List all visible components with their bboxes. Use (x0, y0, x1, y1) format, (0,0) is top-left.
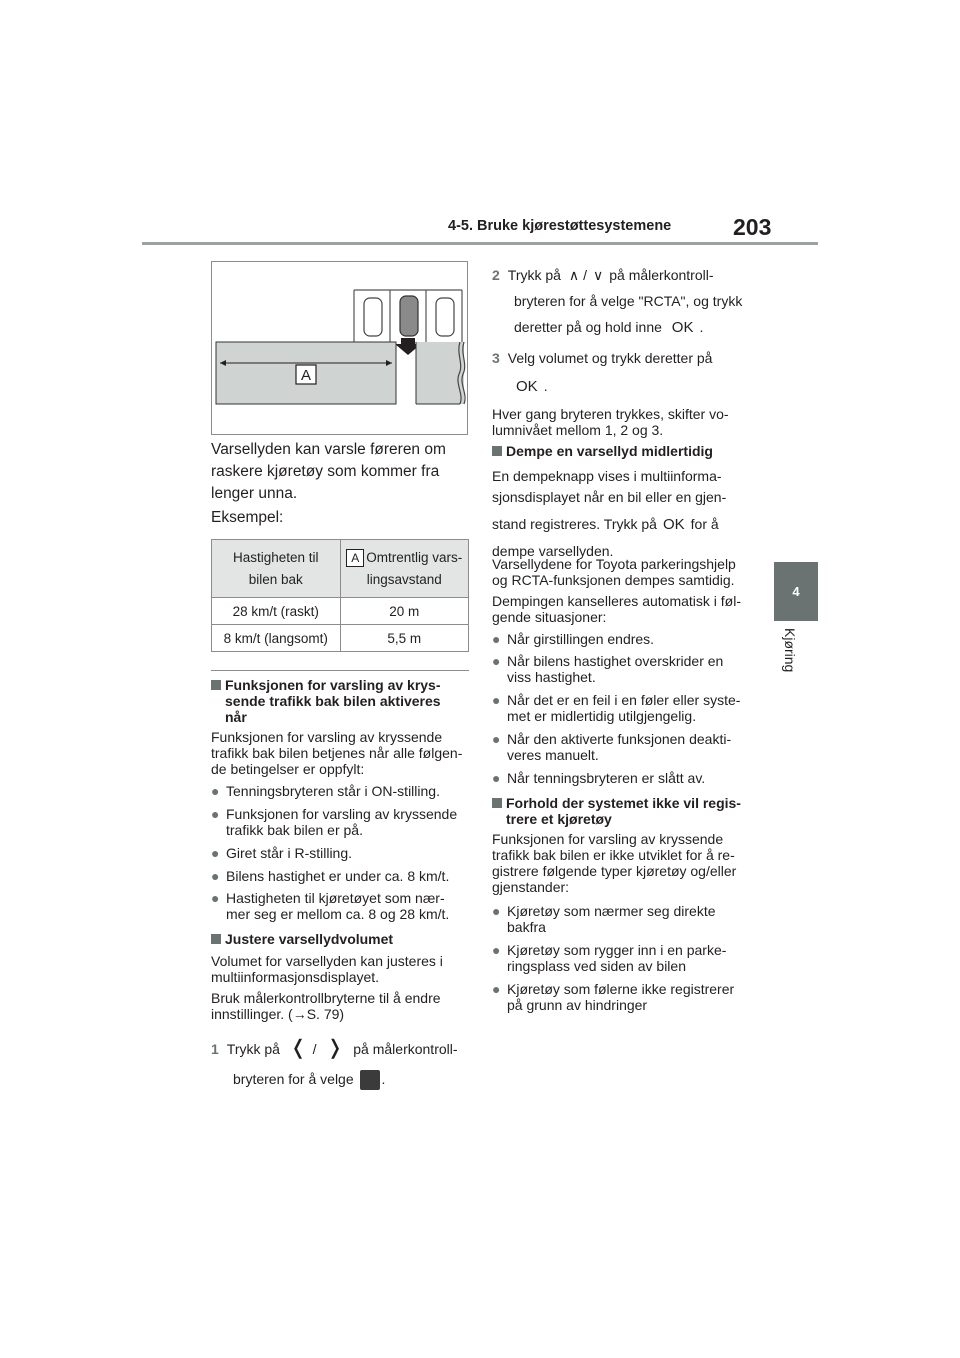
list-item: ● Funksjonen for varsling av kryssende trafikk bak bilen er på. (211, 806, 458, 838)
step-1: 1 Trykk på ❬ / ❭ på målerkontroll- bryteren for å velge . (211, 1033, 473, 1094)
paragraph-conditions: Funksjonen for varsling av kryssende trafikk bak bilen betjenes når alle følgen- de betingelser er oppfylt: (211, 729, 463, 777)
heading-square-icon (492, 798, 502, 808)
paragraph-cancel: Dempingen kanselleres automatisk i føl- gende situasjoner: (492, 593, 741, 625)
col-speed-header-line2: bilen bak (248, 571, 303, 587)
bullet-icon: ● (492, 692, 501, 708)
distance-table (211, 539, 469, 652)
list-item: ● Tenningsbryteren står i ON-stilling. (211, 783, 440, 799)
ok-button-icon: OK (662, 516, 685, 533)
settings-gear-icon (360, 1070, 380, 1090)
table-row (212, 598, 469, 625)
section-divider (211, 670, 469, 671)
paragraph-volume-levels: Hver gang bryteren trykkes, skifter vo- lumnivået mellom 1, 2 og 3. (492, 406, 729, 438)
figure-label: A (300, 367, 312, 384)
chevron-down-icon: ∨ (592, 267, 604, 283)
bullet-icon: ● (211, 783, 220, 799)
distance-cell: 20 m (340, 598, 469, 625)
table-header-row (212, 540, 469, 598)
bullet-icon: ● (492, 770, 501, 786)
list-item: ● Giret står i R-stilling. (211, 845, 353, 861)
bullet-icon: ● (211, 890, 220, 906)
heading-volume: Justere varsellydvolumet (211, 931, 473, 947)
bullet-icon: ● (492, 903, 501, 919)
step-2: 2 Trykk på ∧ / ∨ på målerkontroll- bryteren for å velge "RCTA", og trykk deretter på og hold inne OK . (492, 262, 754, 341)
example-label: Eksempel: (211, 509, 284, 526)
chapter-label: Kjøring (782, 628, 798, 673)
paragraph-volume: Volumet for varsellyden kan justeres i multiinformasjonsdisplayet. (211, 953, 443, 985)
bullet-icon: ● (211, 845, 220, 861)
bullet-icon: ● (492, 653, 501, 669)
list-item: ● Kjøretøy som følerne ikke registrerer på grunn av hindringer (492, 981, 735, 1013)
list-item: ● Når det er en feil i en føler eller syste- met er midlertidig utilgjengelig. (492, 692, 741, 724)
speed-cell: 8 km/t (langsomt) (212, 625, 341, 652)
list-item: ● Når girstillingen endres. (492, 631, 655, 647)
col-distance-header-line1: Omtrentlig vars- (366, 549, 463, 565)
heading-limitations: Forhold der systemet ikke vil regis- trere et kjøretøy (492, 795, 754, 827)
page-number: 203 (733, 214, 772, 240)
header-rule (142, 242, 818, 245)
figure-caption: Varsellyden kan varsle føreren om raskere kjøretøy som kommer fra lenger unna. (211, 441, 446, 502)
label-a-badge: A (346, 549, 364, 567)
distance-cell: 5,5 m (340, 625, 469, 652)
list-item: ● Når tenningsbryteren er slått av. (492, 770, 706, 786)
ok-button-icon: OK (671, 319, 694, 336)
chevron-up-icon: ∧ (568, 267, 580, 283)
col-speed-header-line1: Hastigheten til (232, 549, 319, 565)
step-3: 3 Velg volumet og trykk deretter på OK . (492, 344, 754, 401)
section-title: 4-5. Bruke kjørestøttesystemene (448, 218, 672, 234)
bullet-icon: ● (211, 868, 220, 884)
chevron-left-icon: ❬ (289, 1037, 307, 1059)
heading-square-icon (492, 446, 502, 456)
list-item: ● Kjøretøy som rygger inn i en parke- ringsplass ved siden av bilen (492, 942, 727, 974)
list-item: ● Kjøretøy som nærmer seg direkte bakfra (492, 903, 716, 935)
bullet-icon: ● (492, 731, 501, 747)
bullet-icon: ● (492, 981, 501, 997)
paragraph-settings: Bruk målerkontrollbryterne til å endre innstillinger. (→S. 79) (211, 990, 441, 1022)
bullet-icon: ● (492, 631, 501, 647)
heading-square-icon (211, 680, 221, 690)
list-item: ● Når bilens hastighet overskrider en viss hastighet. (492, 653, 724, 685)
chapter-tab: 4 (774, 562, 818, 621)
list-item: ● Hastigheten til kjøretøyet som nær- mer seg er mellom ca. 8 og 28 km/t. (211, 890, 450, 922)
parking-illustration (211, 261, 468, 435)
heading-square-icon (211, 934, 221, 944)
heading-mute: Dempe en varsellyd midlertidig (492, 443, 754, 459)
list-item: ● Når den aktiverte funksjonen deakti- veres manuelt. (492, 731, 732, 763)
paragraph-toyota: Varsellydene for Toyota parkeringshjelp og RCTA-funksjonen dempes samtidig. (492, 556, 736, 588)
ok-button-icon: OK (516, 378, 538, 395)
speed-cell: 28 km/t (raskt) (212, 598, 341, 625)
car-icon (400, 296, 418, 336)
col-speed-header (212, 540, 341, 598)
bullet-icon: ● (211, 806, 220, 822)
parking-diagram (212, 262, 467, 434)
list-item: ● Bilens hastighet er under ca. 8 km/t. (211, 868, 450, 884)
bullet-icon: ● (492, 942, 501, 958)
table-row (212, 625, 469, 652)
car-icon (364, 298, 382, 336)
col-distance-header-line2: lingsavstand (366, 571, 442, 587)
road-area-right (416, 342, 464, 404)
heading-activation: Funksjonen for varsling av krys- sende trafikk bak bilen aktiveres når (211, 677, 473, 725)
car-icon (436, 298, 454, 336)
col-distance-header (340, 540, 469, 598)
chevron-right-icon: ❭ (326, 1037, 344, 1059)
paragraph-limitations: Funksjonen for varsling av kryssende trafikk bak bilen er ikke utviklet for å re- gistrere følgende typer kjøretøy og/eller gjenstander: (492, 831, 737, 895)
paragraph-mute: En dempeknapp vises i multiinforma- sjonsdisplayet når en bil eller en gjen- stand registreres. Trykk på OK for å dempe varsellyden. (492, 468, 727, 559)
